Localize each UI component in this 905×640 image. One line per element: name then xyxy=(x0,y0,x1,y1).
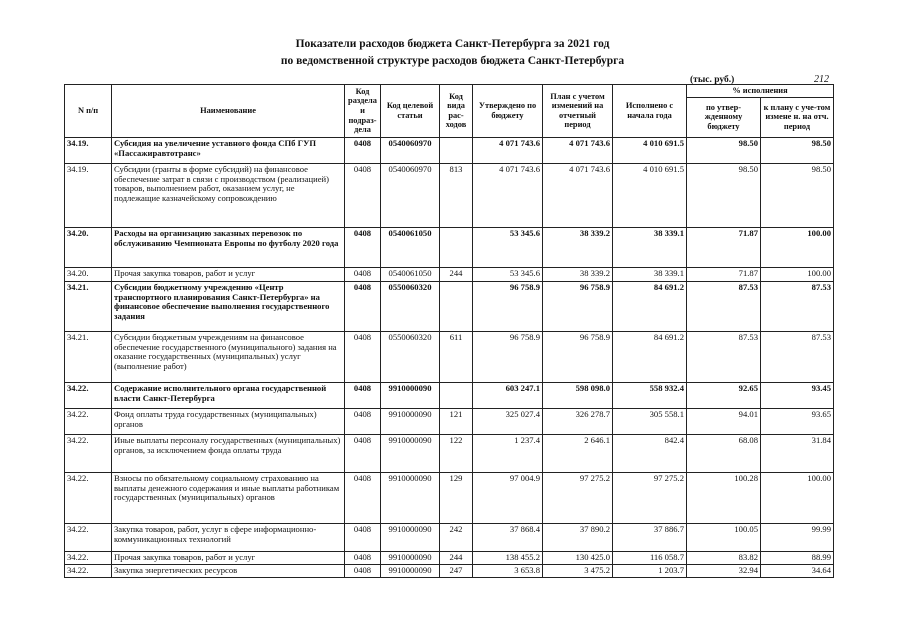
row-num: 34.22. xyxy=(65,382,112,408)
row-pct-approved: 94.01 xyxy=(687,408,761,434)
row-expense-type: 813 xyxy=(440,163,473,227)
table-row xyxy=(65,227,834,267)
row-plan: 326 278.7 xyxy=(543,408,613,434)
row-num: 34.22. xyxy=(65,564,112,577)
units-label: (тыс. руб.) xyxy=(690,75,735,85)
header-pct-plan: к плану с уче-том измене н. на отч. период xyxy=(761,97,834,137)
row-plan: 96 758.9 xyxy=(543,281,613,331)
row-name: Субсидии бюджетным учреждениям на финансовое обеспечение государственного (муниципального) задания на оказание государственных (муниципальных) услуг (выполнение работ) xyxy=(112,331,345,382)
row-pct-approved: 100.28 xyxy=(687,472,761,523)
row-section-code: 0408 xyxy=(345,331,381,382)
table-row xyxy=(65,137,834,163)
header-pct-approved: по утвер-жденному бюджету xyxy=(687,97,761,137)
row-expense-type: 242 xyxy=(440,523,473,551)
row-expense-type xyxy=(440,382,473,408)
row-section-code: 0408 xyxy=(345,137,381,163)
row-section-code: 0408 xyxy=(345,523,381,551)
row-name: Субсидии (гранты в форме субсидий) на финансовое обеспечение затрат в связи с производством (реализацией) товаров, выполнением работ, оказанием услуг, не подлежащие казначейскому сопровождению xyxy=(112,163,345,227)
row-executed: 558 932.4 xyxy=(613,382,687,408)
row-section-code: 0408 xyxy=(345,408,381,434)
row-section-code: 0408 xyxy=(345,551,381,564)
table-row xyxy=(65,472,834,523)
row-pct-plan: 87.53 xyxy=(761,281,834,331)
row-pct-plan: 99.99 xyxy=(761,523,834,551)
row-target-code: 0540060970 xyxy=(381,163,440,227)
row-num: 34.22. xyxy=(65,551,112,564)
row-section-code: 0408 xyxy=(345,267,381,281)
table-row xyxy=(65,163,834,227)
row-section-code: 0408 xyxy=(345,564,381,577)
table-row xyxy=(65,434,834,472)
row-pct-approved: 98.50 xyxy=(687,163,761,227)
row-num: 34.19. xyxy=(65,137,112,163)
row-pct-approved: 87.53 xyxy=(687,281,761,331)
row-expense-type xyxy=(440,281,473,331)
row-target-code: 0550060320 xyxy=(381,281,440,331)
row-plan: 3 475.2 xyxy=(543,564,613,577)
header-pct-group: % исполнения xyxy=(687,85,834,98)
row-pct-approved: 98.50 xyxy=(687,137,761,163)
header-executed: Исполнено с начала года xyxy=(613,85,687,138)
row-plan: 38 339.2 xyxy=(543,227,613,267)
row-target-code: 9910000090 xyxy=(381,551,440,564)
row-pct-plan: 100.00 xyxy=(761,267,834,281)
row-executed: 305 558.1 xyxy=(613,408,687,434)
table-row xyxy=(65,267,834,281)
row-target-code: 0540061050 xyxy=(381,267,440,281)
row-target-code: 9910000090 xyxy=(381,382,440,408)
table-row xyxy=(65,281,834,331)
row-num: 34.22. xyxy=(65,523,112,551)
row-expense-type xyxy=(440,227,473,267)
row-approved: 96 758.9 xyxy=(473,281,543,331)
row-expense-type: 244 xyxy=(440,267,473,281)
row-plan: 2 646.1 xyxy=(543,434,613,472)
row-section-code: 0408 xyxy=(345,227,381,267)
row-pct-plan: 98.50 xyxy=(761,163,834,227)
row-target-code: 9910000090 xyxy=(381,523,440,551)
row-approved: 53 345.6 xyxy=(473,267,543,281)
row-plan: 38 339.2 xyxy=(543,267,613,281)
row-name: Содержание исполнительного органа государственной власти Санкт-Петербурга xyxy=(112,382,345,408)
row-pct-approved: 83.82 xyxy=(687,551,761,564)
row-section-code: 0408 xyxy=(345,281,381,331)
row-pct-plan: 93.45 xyxy=(761,382,834,408)
row-executed: 116 058.7 xyxy=(613,551,687,564)
row-pct-plan: 87.53 xyxy=(761,331,834,382)
table-row xyxy=(65,382,834,408)
row-num: 34.21. xyxy=(65,281,112,331)
row-approved: 96 758.9 xyxy=(473,331,543,382)
row-name: Субсидии бюджетному учреждению «Центр транспортного планирования Санкт-Петербурга» на финансовое обеспечение выполнения государственного задания xyxy=(112,281,345,331)
row-plan: 96 758.9 xyxy=(543,331,613,382)
row-approved: 603 247.1 xyxy=(473,382,543,408)
row-section-code: 0408 xyxy=(345,382,381,408)
row-pct-approved: 32.94 xyxy=(687,564,761,577)
row-plan: 4 071 743.6 xyxy=(543,163,613,227)
row-name: Фонд оплаты труда государственных (муниципальных) органов xyxy=(112,408,345,434)
row-approved: 97 004.9 xyxy=(473,472,543,523)
table-row xyxy=(65,564,834,577)
table-row xyxy=(65,408,834,434)
row-name: Закупка товаров, работ, услуг в сфере информационно-коммуникационных технологий xyxy=(112,523,345,551)
row-pct-approved: 100.05 xyxy=(687,523,761,551)
row-num: 34.22. xyxy=(65,472,112,523)
row-plan: 598 098.0 xyxy=(543,382,613,408)
header-section-code: Код раздела и подраз-дела xyxy=(345,85,381,138)
row-expense-type: 129 xyxy=(440,472,473,523)
row-section-code: 0408 xyxy=(345,434,381,472)
row-plan: 37 890.2 xyxy=(543,523,613,551)
row-num: 34.19. xyxy=(65,163,112,227)
row-approved: 4 071 743.6 xyxy=(473,137,543,163)
row-plan: 130 425.0 xyxy=(543,551,613,564)
row-pct-approved: 92.65 xyxy=(687,382,761,408)
row-approved: 3 653.8 xyxy=(473,564,543,577)
row-name: Прочая закупка товаров, работ и услуг xyxy=(112,267,345,281)
row-pct-plan: 98.50 xyxy=(761,137,834,163)
table-row xyxy=(65,331,834,382)
header-expense-type: Код вида рас-ходов xyxy=(440,85,473,138)
row-expense-type: 122 xyxy=(440,434,473,472)
row-target-code: 0540060970 xyxy=(381,137,440,163)
document-title: Показатели расходов бюджета Санкт-Петербурга за 2021 год xyxy=(295,38,610,50)
row-num: 34.20. xyxy=(65,267,112,281)
table-body xyxy=(65,137,834,577)
row-executed: 37 886.7 xyxy=(613,523,687,551)
row-executed: 4 010 691.5 xyxy=(613,163,687,227)
row-executed: 1 203.7 xyxy=(613,564,687,577)
row-target-code: 9910000090 xyxy=(381,564,440,577)
row-pct-plan: 100.00 xyxy=(761,472,834,523)
row-num: 34.20. xyxy=(65,227,112,267)
row-approved: 325 027.4 xyxy=(473,408,543,434)
header-plan: План с учетом изменений на отчетный период xyxy=(543,85,613,138)
row-name: Расходы на организацию заказных перевозок по обслуживанию Чемпионата Европы по футболу 2020 года xyxy=(112,227,345,267)
expenditure-table xyxy=(64,84,834,578)
row-pct-plan: 88.99 xyxy=(761,551,834,564)
row-target-code: 9910000090 xyxy=(381,434,440,472)
table-row xyxy=(65,551,834,564)
table-row xyxy=(65,523,834,551)
row-name: Закупка энергетических ресурсов xyxy=(112,564,345,577)
row-name: Взносы по обязательному социальному страхованию на выплаты денежного содержания и иные выплаты работникам государственных (муниципальных) органов xyxy=(112,472,345,523)
header-num: N п/п xyxy=(65,85,112,138)
row-approved: 53 345.6 xyxy=(473,227,543,267)
row-target-code: 9910000090 xyxy=(381,472,440,523)
row-target-code: 9910000090 xyxy=(381,408,440,434)
row-name: Прочая закупка товаров, работ и услуг xyxy=(112,551,345,564)
row-pct-plan: 31.84 xyxy=(761,434,834,472)
row-approved: 1 237.4 xyxy=(473,434,543,472)
row-pct-approved: 71.87 xyxy=(687,227,761,267)
row-pct-approved: 68.08 xyxy=(687,434,761,472)
row-pct-plan: 100.00 xyxy=(761,227,834,267)
row-executed: 84 691.2 xyxy=(613,281,687,331)
row-executed: 97 275.2 xyxy=(613,472,687,523)
header-target-code: Код целевой статьи xyxy=(381,85,440,138)
row-name: Субсидия на увеличение уставного фонда СПб ГУП «Пассажиравтотранс» xyxy=(112,137,345,163)
row-pct-approved: 87.53 xyxy=(687,331,761,382)
row-expense-type xyxy=(440,137,473,163)
row-executed: 842.4 xyxy=(613,434,687,472)
row-section-code: 0408 xyxy=(345,163,381,227)
row-plan: 97 275.2 xyxy=(543,472,613,523)
row-executed: 38 339.1 xyxy=(613,267,687,281)
row-name: Иные выплаты персоналу государственных (муниципальных) органов, за исключением фонда оплаты труда xyxy=(112,434,345,472)
row-expense-type: 244 xyxy=(440,551,473,564)
row-num: 34.22. xyxy=(65,434,112,472)
row-pct-plan: 34.64 xyxy=(761,564,834,577)
row-pct-approved: 71.87 xyxy=(687,267,761,281)
row-pct-plan: 93.65 xyxy=(761,408,834,434)
row-approved: 4 071 743.6 xyxy=(473,163,543,227)
document-subtitle: по ведомственной структуре расходов бюджета Санкт-Петербурга xyxy=(280,55,625,67)
header-name: Наименование xyxy=(112,85,345,138)
row-approved: 37 868.4 xyxy=(473,523,543,551)
header-approved: Утверждено по бюджету xyxy=(473,85,543,138)
row-num: 34.21. xyxy=(65,331,112,382)
row-target-code: 0540061050 xyxy=(381,227,440,267)
row-approved: 138 455.2 xyxy=(473,551,543,564)
row-executed: 38 339.1 xyxy=(613,227,687,267)
row-section-code: 0408 xyxy=(345,472,381,523)
row-expense-type: 247 xyxy=(440,564,473,577)
row-target-code: 0550060320 xyxy=(381,331,440,382)
row-num: 34.22. xyxy=(65,408,112,434)
row-expense-type: 121 xyxy=(440,408,473,434)
row-executed: 84 691.2 xyxy=(613,331,687,382)
row-expense-type: 611 xyxy=(440,331,473,382)
row-plan: 4 071 743.6 xyxy=(543,137,613,163)
row-executed: 4 010 691.5 xyxy=(613,137,687,163)
page-number: 212 xyxy=(814,74,829,85)
